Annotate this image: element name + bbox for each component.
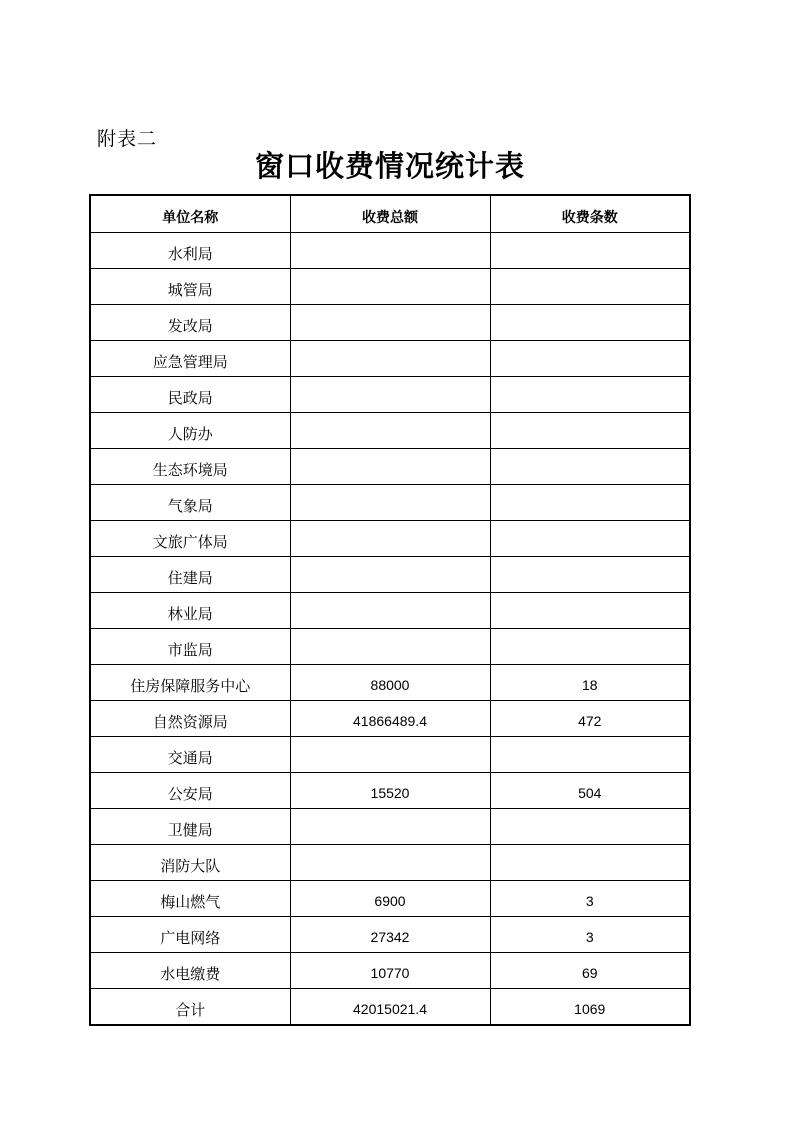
unit-name-cell: 民政局 <box>90 377 290 413</box>
fee-total-cell: 41866489.4 <box>290 701 490 737</box>
fee-count-cell <box>490 521 690 557</box>
unit-name-cell: 发改局 <box>90 305 290 341</box>
page-title: 窗口收费情况统计表 <box>254 149 525 183</box>
unit-name-cell: 文旅广体局 <box>90 521 290 557</box>
unit-name-cell: 住建局 <box>90 557 290 593</box>
table-row <box>90 665 690 701</box>
fee-total-cell: 10770 <box>290 953 490 989</box>
unit-name-cell: 消防大队 <box>90 845 290 881</box>
unit-name-cell: 公安局 <box>90 773 290 809</box>
table-header-row <box>90 195 690 233</box>
unit-name-cell: 林业局 <box>90 593 290 629</box>
fee-count-cell <box>490 269 690 305</box>
fee-count-cell: 3 <box>490 881 690 917</box>
unit-name-cell: 水利局 <box>90 233 290 269</box>
unit-name-cell: 城管局 <box>90 269 290 305</box>
fee-count-cell <box>490 377 690 413</box>
fee-total-cell <box>290 413 490 449</box>
table-row <box>90 269 690 305</box>
table-row <box>90 521 690 557</box>
unit-name-cell: 生态环境局 <box>90 449 290 485</box>
table-row <box>90 953 690 989</box>
fee-total-cell: 6900 <box>290 881 490 917</box>
fee-count-cell: 18 <box>490 665 690 701</box>
fee-total-cell <box>290 845 490 881</box>
fee-count-cell <box>490 629 690 665</box>
fee-count-cell <box>490 809 690 845</box>
table-row <box>90 629 690 665</box>
table-row <box>90 557 690 593</box>
table-row <box>90 593 690 629</box>
fee-count-cell <box>490 593 690 629</box>
header-unit-name: 单位名称 <box>90 195 290 233</box>
unit-name-cell: 梅山燃气 <box>90 881 290 917</box>
fee-count-cell <box>490 737 690 773</box>
unit-name-cell: 合计 <box>90 989 290 1026</box>
fee-total-cell <box>290 305 490 341</box>
fee-count-cell <box>490 233 690 269</box>
fee-total-cell <box>290 557 490 593</box>
total-row <box>90 989 690 1026</box>
fee-total-cell <box>290 233 490 269</box>
fee-statistics-table <box>89 194 691 1026</box>
unit-name-cell: 住房保障服务中心 <box>90 665 290 701</box>
table-row <box>90 377 690 413</box>
table-row <box>90 881 690 917</box>
table-row <box>90 737 690 773</box>
fee-total-cell <box>290 341 490 377</box>
table-row <box>90 305 690 341</box>
table-row <box>90 809 690 845</box>
unit-name-cell: 水电缴费 <box>90 953 290 989</box>
fee-total-cell: 42015021.4 <box>290 989 490 1026</box>
fee-total-cell <box>290 485 490 521</box>
fee-count-cell <box>490 557 690 593</box>
fee-total-cell <box>290 269 490 305</box>
fee-total-cell <box>290 449 490 485</box>
fee-count-cell: 69 <box>490 953 690 989</box>
fee-count-cell: 1069 <box>490 989 690 1026</box>
unit-name-cell: 市监局 <box>90 629 290 665</box>
fee-total-cell: 15520 <box>290 773 490 809</box>
unit-name-cell: 交通局 <box>90 737 290 773</box>
fee-count-cell <box>490 485 690 521</box>
table-row <box>90 413 690 449</box>
fee-total-cell <box>290 737 490 773</box>
fee-total-cell <box>290 521 490 557</box>
fee-count-cell <box>490 341 690 377</box>
fee-total-cell: 27342 <box>290 917 490 953</box>
fee-count-cell: 3 <box>490 917 690 953</box>
unit-name-cell: 卫健局 <box>90 809 290 845</box>
fee-total-cell <box>290 377 490 413</box>
header-fee-total: 收费总额 <box>290 195 490 233</box>
fee-count-cell <box>490 845 690 881</box>
appendix-label: 附表二 <box>97 128 158 150</box>
unit-name-cell: 人防办 <box>90 413 290 449</box>
fee-count-cell <box>490 413 690 449</box>
unit-name-cell: 气象局 <box>90 485 290 521</box>
fee-count-cell <box>490 449 690 485</box>
table-row <box>90 917 690 953</box>
table-row <box>90 845 690 881</box>
fee-count-cell <box>490 305 690 341</box>
header-fee-count: 收费条数 <box>490 195 690 233</box>
table-row <box>90 449 690 485</box>
table-row <box>90 701 690 737</box>
fee-total-cell: 88000 <box>290 665 490 701</box>
fee-count-cell: 472 <box>490 701 690 737</box>
fee-total-cell <box>290 593 490 629</box>
fee-count-cell: 504 <box>490 773 690 809</box>
fee-total-cell <box>290 629 490 665</box>
table-row <box>90 773 690 809</box>
fee-total-cell <box>290 809 490 845</box>
table-row <box>90 341 690 377</box>
unit-name-cell: 广电网络 <box>90 917 290 953</box>
table-row <box>90 233 690 269</box>
unit-name-cell: 应急管理局 <box>90 341 290 377</box>
unit-name-cell: 自然资源局 <box>90 701 290 737</box>
table-row <box>90 485 690 521</box>
